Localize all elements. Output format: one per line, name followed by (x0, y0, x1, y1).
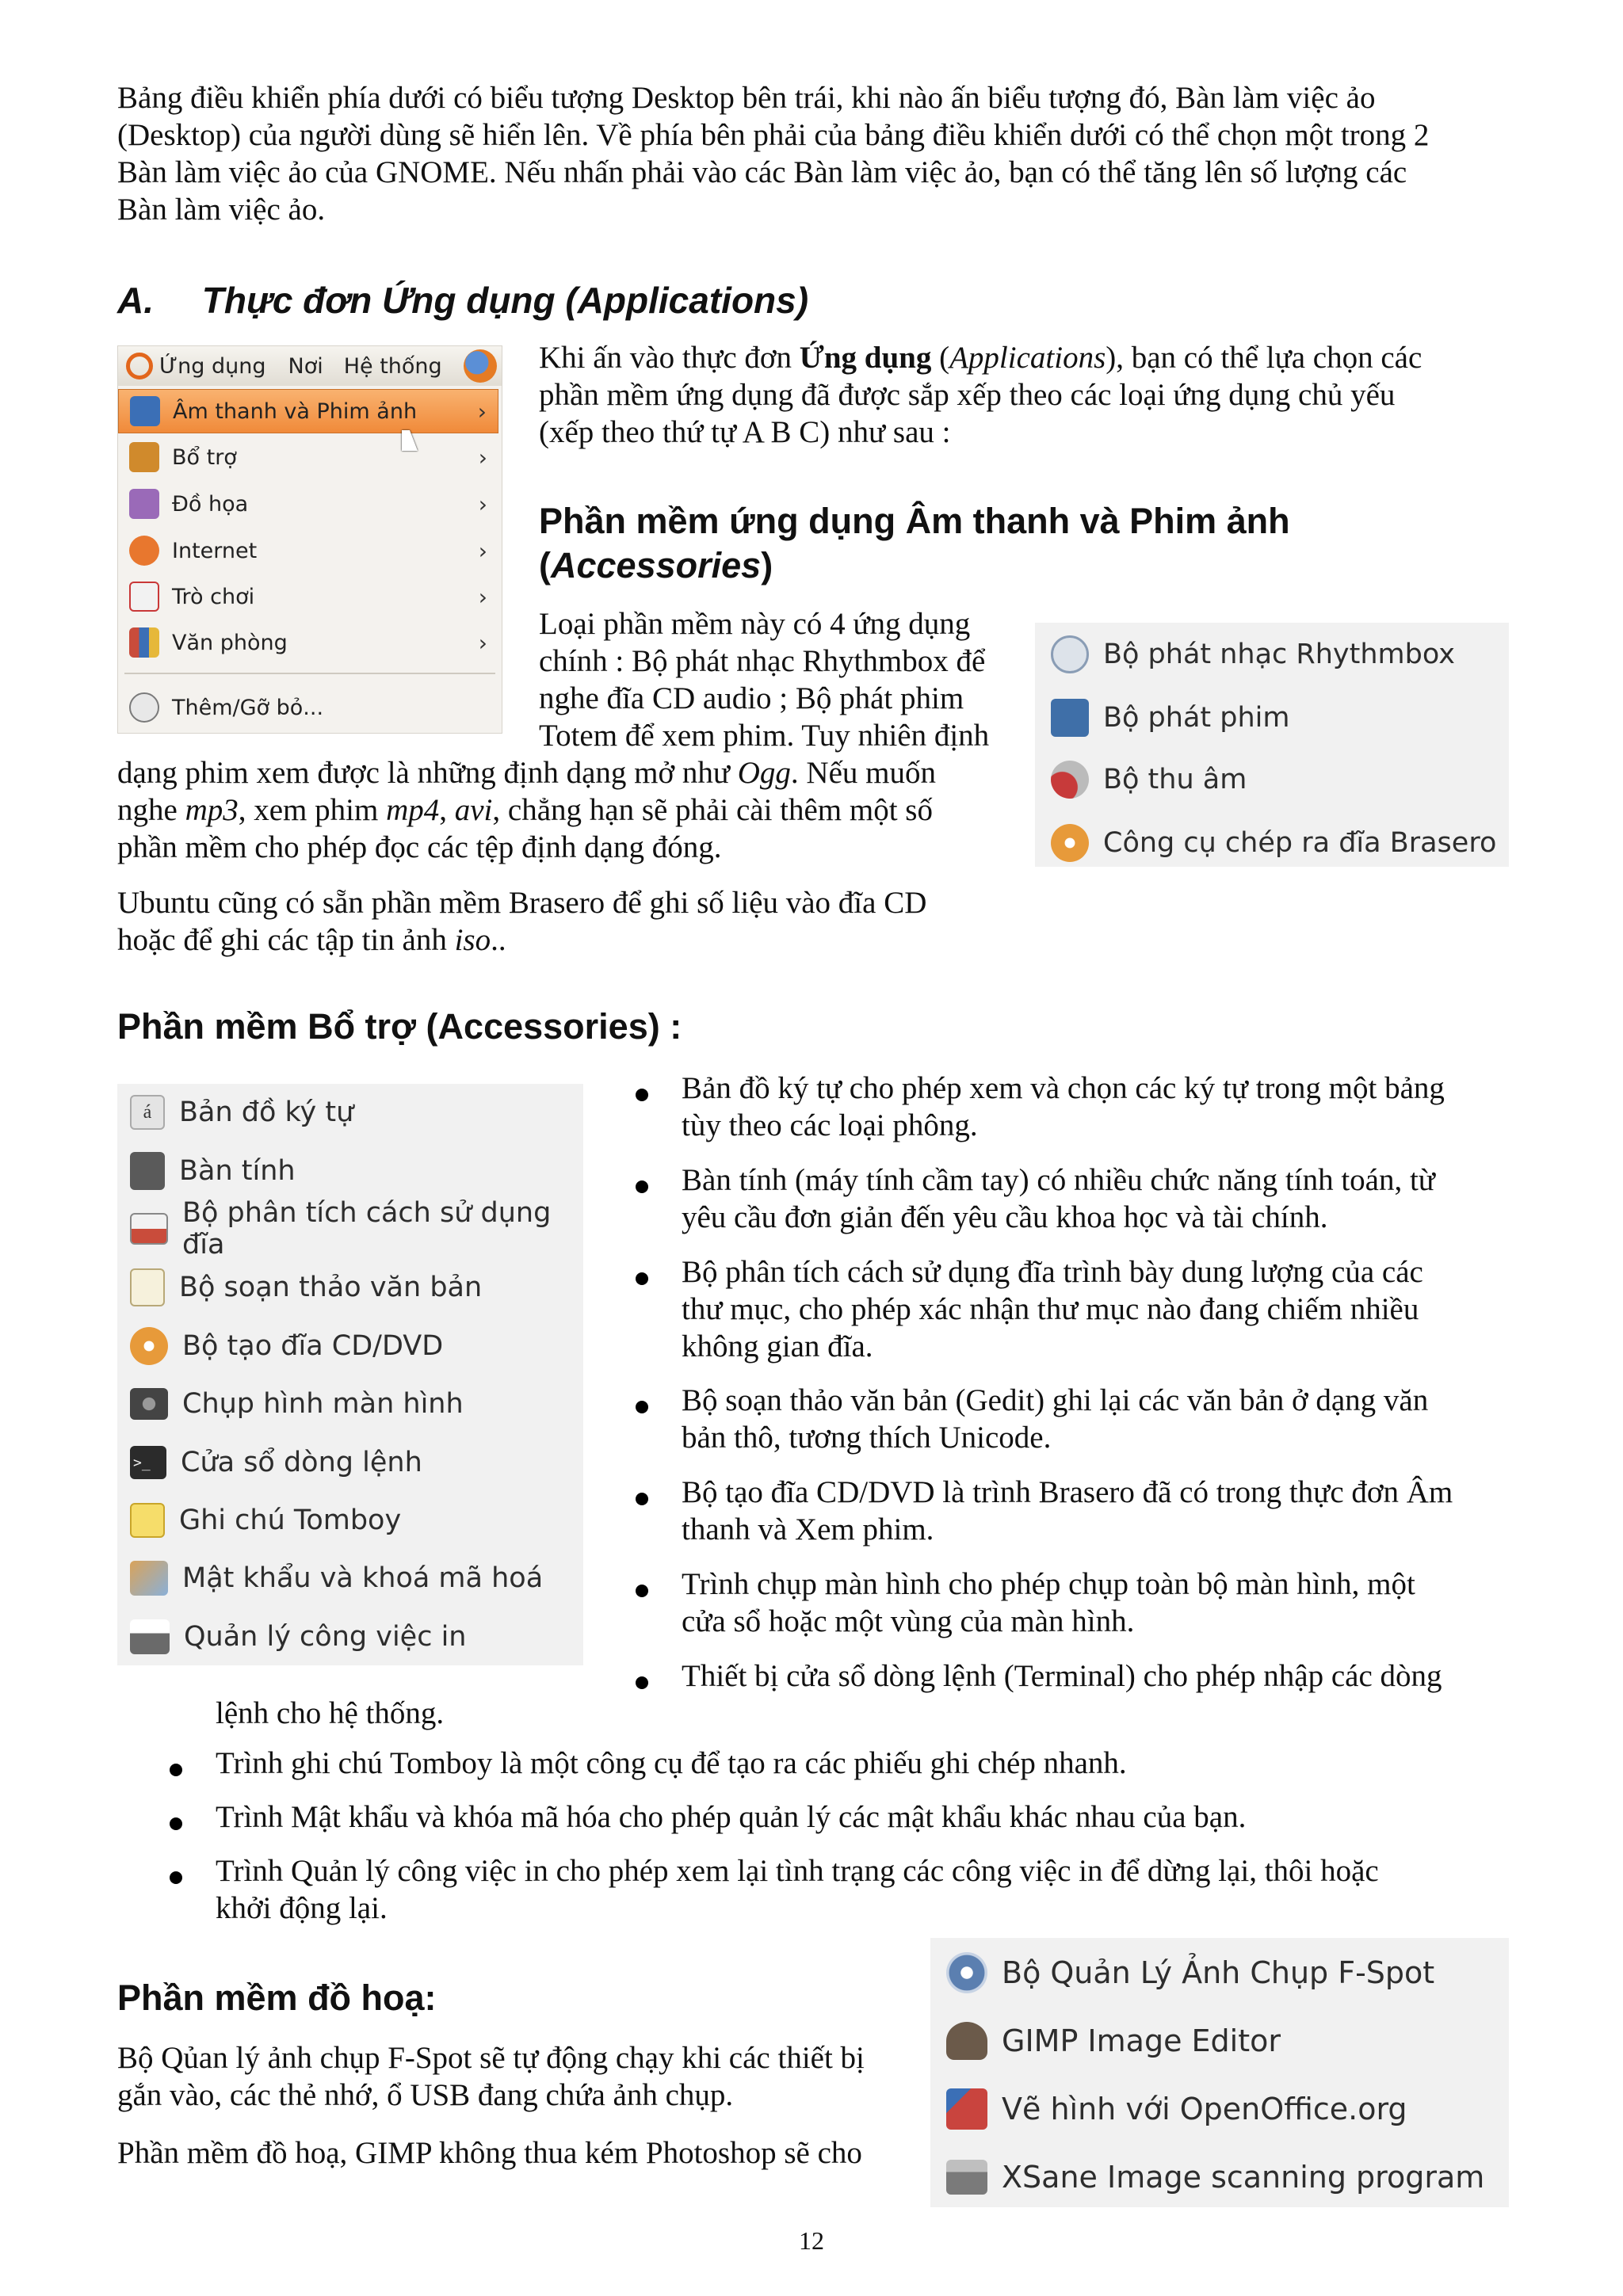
app-character-map[interactable] (130, 1089, 353, 1136)
multimedia-line: Totem để xem phim. Tuy nhiên định (539, 719, 990, 753)
page-number: 12 (799, 2226, 824, 2255)
menu-bar-system[interactable]: Hệ thống (343, 353, 442, 379)
multimedia-paragraph (539, 605, 1030, 754)
app-label: Cửa sổ dòng lệnh (181, 1447, 422, 1478)
section-a-heading (117, 279, 808, 322)
app-cd-dvd-creator[interactable] (130, 1322, 443, 1370)
graphics-line: gắn vào, các thẻ nhớ, ổ USB đang chứa ảnh chụp. (117, 2078, 734, 2112)
bullet-dot (636, 1676, 648, 1689)
app-gimp[interactable] (946, 2017, 1281, 2065)
firefox-icon[interactable] (464, 349, 497, 383)
bullet-item: Trình Quản lý công việc in cho phép xem lại tình trạng các công việc in để dừng lại, thôi hoặc khởi động lại. (216, 1854, 1379, 1925)
intro-line: Bàn làm việc ảo của GNOME. Nếu nhấn phải vào các Bàn làm việc ảo, bạn có thể tăng lên số lượng các (117, 155, 1407, 189)
bullet-dot (636, 1089, 648, 1101)
accessories-icon (129, 442, 159, 472)
bullet-dot (170, 1817, 182, 1830)
intro-line: Bảng điều khiển phía dưới có biểu tượng Desktop bên trái, khi nào ấn biểu tượng đó, Bàn làm việc ảo (117, 81, 1376, 115)
menu-item-internet[interactable] (118, 528, 498, 573)
graphics-icon (129, 489, 159, 519)
menu-item-sound-video[interactable] (118, 389, 498, 433)
bullet-item: Bộ soạn thảo văn bản (Gedit) ghi lại các văn bản ở dạng văn bản thô, tương thích Unicode. (682, 1383, 1429, 1455)
bullet-item: Bản đồ ký tự cho phép xem và chọn các ký tự trong một bảng tùy theo các loại phông. (682, 1071, 1445, 1142)
app-label: Bộ phát phim (1103, 702, 1290, 734)
app-label: Vẽ hình với OpenOffice.org (1002, 2092, 1407, 2126)
bullet-dot (636, 1585, 648, 1597)
microphone-icon (1051, 761, 1089, 799)
menu-item-label: Thêm/Gỡ bỏ... (172, 695, 324, 720)
calculator-icon (130, 1152, 165, 1190)
bullet-item: Trình ghi chú Tomboy là một công cụ để tạo ra các phiếu ghi chép nhanh. (216, 1746, 1127, 1780)
app-label: Bản đồ ký tự (179, 1097, 354, 1128)
app-openoffice-draw[interactable] (946, 2085, 1407, 2133)
chevron-right-icon: › (477, 398, 487, 425)
menu-item-office[interactable] (118, 620, 498, 665)
menu-item-label: Âm thanh và Phim ảnh (173, 399, 418, 424)
applications-intro-line: (xếp theo thứ tự A B C) như sau : (539, 415, 951, 449)
app-label: GIMP Image Editor (1002, 2023, 1281, 2058)
app-passwords-keys[interactable] (130, 1554, 543, 1602)
accessories-apps-panel (117, 1084, 583, 1665)
intro-line: (Desktop) của người dùng sẽ hiển lên. Về phía bên phải của bảng điều khiển dưới có thể chọn một trong 2 (117, 118, 1430, 152)
accessories-heading: Phần mềm Bổ trợ (Accessories) : (117, 1006, 682, 1047)
brasero-line: hoặc để ghi các tập tin ảnh iso.. (117, 923, 506, 957)
terminal-icon: >_ (130, 1446, 166, 1479)
section-a-title: Thực đơn Ứng dụng (Applications) (201, 280, 809, 321)
menu-item-games[interactable] (118, 574, 498, 619)
app-label: Bộ phát nhạc Rhythmbox (1103, 639, 1455, 670)
bullet-item: Thiết bị cửa sổ dòng lệnh (Terminal) cho phép nhập các dòng (682, 1659, 1442, 1693)
gimp-icon (946, 2022, 987, 2060)
app-label: Mật khẩu và khoá mã hoá (182, 1562, 544, 1594)
character-map-icon: á (130, 1095, 165, 1130)
scanner-icon (946, 2160, 987, 2195)
app-totem[interactable] (1051, 696, 1289, 740)
bullet-item: Bộ tạo đĩa CD/DVD là trình Brasero đã có trong thực đơn Âm thanh và Xem phim. (682, 1475, 1453, 1547)
games-icon (129, 582, 159, 612)
printer-icon (130, 1619, 170, 1654)
app-rhythmbox[interactable] (1051, 632, 1455, 677)
graphics-line: Phần mềm đồ hoạ, GIMP không thua kém Photoshop sẽ cho (117, 2136, 862, 2170)
app-sound-recorder[interactable] (1051, 757, 1247, 802)
brasero-line: Ubuntu cũng có sẵn phần mềm Brasero để ghi số liệu vào đĩa CD (117, 886, 927, 920)
text-editor-icon (130, 1268, 165, 1306)
graphics-paragraph-2 (117, 2134, 934, 2172)
app-label: Ghi chú Tomboy (179, 1505, 402, 1536)
sound-video-icon (130, 396, 160, 426)
menu-item-label: Bổ trợ (172, 444, 237, 470)
bullet-item: Trình Mật khẩu và khóa mã hóa cho phép quản lý các mật khẩu khác nhau của bạn. (216, 1800, 1247, 1834)
menu-bar-places[interactable]: Nơi (288, 353, 323, 379)
multimedia-line: nghe đĩa CD audio ; Bộ phát phim (539, 681, 964, 715)
app-calculator[interactable] (130, 1147, 296, 1195)
menu-item-label: Văn phòng (172, 630, 288, 655)
add-remove-icon (129, 692, 159, 723)
graphics-line: Bộ Qủan lý ảnh chụp F-Spot sẽ tự động chạy khi các thiết bị (117, 2041, 865, 2075)
bullet-dot (636, 1493, 648, 1505)
graphics-paragraph (117, 2039, 934, 2114)
menu-item-label: Internet (172, 538, 258, 563)
graphics-apps-panel (930, 1938, 1509, 2207)
menu-item-label: Đồ họa (172, 491, 249, 517)
menu-bar-applications[interactable]: Ứng dụng (159, 353, 266, 379)
chevron-right-icon: › (478, 583, 487, 610)
bullet-item: Bộ phân tích cách sử dụng đĩa trình bày dung lượng của các thư mục, cho phép xác nhận thư mục nào đang chiếm nhiều không gian đĩa. (682, 1255, 1423, 1363)
app-disk-usage[interactable] (130, 1197, 583, 1261)
app-label: Bộ soạn thảo văn bản (179, 1272, 483, 1303)
menu-item-add-remove[interactable] (118, 685, 498, 730)
graphics-heading: Phần mềm đồ hoạ: (117, 1978, 437, 2018)
multimedia-heading-line2: (Accessories) (539, 545, 773, 585)
app-label: Bộ tạo đĩa CD/DVD (182, 1330, 444, 1362)
multimedia-paragraph-cont (117, 754, 1029, 866)
menu-item-label: Trò chơi (172, 584, 255, 609)
office-icon (129, 627, 159, 658)
multimedia-heading-line1: Phần mềm ứng dụng Âm thanh và Phim ảnh (539, 501, 1290, 541)
app-text-editor[interactable] (130, 1264, 482, 1311)
bullet-dot (636, 1180, 648, 1193)
multimedia-line: dạng phim xem được là những định dạng mở như Ogg. Nếu muốn (117, 756, 936, 790)
app-tomboy[interactable] (130, 1497, 401, 1544)
multimedia-heading (539, 499, 1522, 588)
brasero-icon (1051, 824, 1089, 862)
app-label: Quản lý công việc in (184, 1621, 467, 1653)
f-spot-icon (946, 1952, 987, 1993)
disk-usage-icon (130, 1213, 168, 1245)
app-label: XSane Image scanning program (1002, 2160, 1485, 2195)
menu-separator (124, 673, 495, 674)
bullet-dot (170, 1764, 182, 1776)
bullet-dot (636, 1272, 648, 1285)
chevron-right-icon: › (478, 629, 487, 656)
app-xsane[interactable] (946, 2153, 1484, 2201)
internet-icon (129, 536, 159, 566)
note-icon (130, 1503, 165, 1538)
multimedia-line: chính : Bộ phát nhạc Rhythmbox để (539, 644, 986, 678)
app-terminal[interactable] (130, 1439, 422, 1486)
intro-line: Bàn làm việc ảo. (117, 193, 326, 227)
app-label: Bộ Quản Lý Ảnh Chụp F-Spot (1002, 1955, 1435, 1990)
totem-film-icon (1051, 699, 1089, 737)
multimedia-apps-panel (1035, 623, 1509, 867)
app-label: Bàn tính (179, 1155, 296, 1187)
bullet-item-continued: lệnh cho hệ thống. (216, 1696, 445, 1730)
app-label: Bộ phân tích cách sử dụng đĩa (182, 1197, 552, 1261)
app-f-spot[interactable] (946, 1949, 1434, 1997)
draw-icon (946, 2088, 987, 2130)
app-label: Bộ thu âm (1103, 764, 1247, 795)
chevron-right-icon: › (478, 490, 487, 517)
cd-burner-icon (130, 1327, 168, 1365)
app-print-manager[interactable] (130, 1613, 466, 1661)
menu-bar (118, 346, 502, 386)
app-brasero[interactable] (1051, 821, 1496, 865)
section-a-number: A. (117, 280, 154, 321)
app-screenshot[interactable] (130, 1380, 464, 1428)
multimedia-line: phần mềm cho phép đọc các tệp định dạng đóng. (117, 830, 722, 864)
bullet-dot (636, 1401, 648, 1413)
camera-icon (130, 1388, 168, 1420)
applications-menu (117, 345, 502, 734)
chevron-right-icon: › (478, 537, 487, 564)
ubuntu-logo-icon (126, 353, 153, 379)
brasero-paragraph (117, 884, 1029, 959)
applications-intro (539, 339, 1529, 451)
rhythmbox-icon (1051, 635, 1089, 673)
app-label: Công cụ chép ra đĩa Brasero (1103, 827, 1497, 859)
bullet-dot (170, 1871, 182, 1884)
keys-icon (130, 1561, 168, 1596)
intro-paragraph (117, 79, 1512, 228)
bullet-item: Bàn tính (máy tính cầm tay) có nhiều chức năng tính toán, từ yêu cầu đơn giản đến yêu cầu khoa học và tài chính. (682, 1163, 1435, 1234)
applications-intro-line: phần mềm ứng dụng đã được sắp xếp theo các loại ứng dụng chủ yếu (539, 378, 1396, 412)
menu-item-graphics[interactable] (118, 482, 498, 526)
multimedia-line: Loại phần mềm này có 4 ứng dụng (539, 607, 971, 641)
applications-intro-line: Khi ấn vào thực đơn Ứng dụng (Applications), bạn có thể lựa chọn các (539, 341, 1423, 375)
chevron-right-icon: › (478, 444, 487, 471)
app-label: Chụp hình màn hình (182, 1388, 464, 1420)
bullet-item: Trình chụp màn hình cho phép chụp toàn bộ màn hình, một cửa sổ hoặc một vùng của màn hình. (682, 1567, 1415, 1638)
menu-item-accessories[interactable] (118, 435, 498, 479)
multimedia-line: nghe mp3, xem phim mp4, avi, chẳng hạn sẽ phải cài thêm một số (117, 793, 933, 827)
